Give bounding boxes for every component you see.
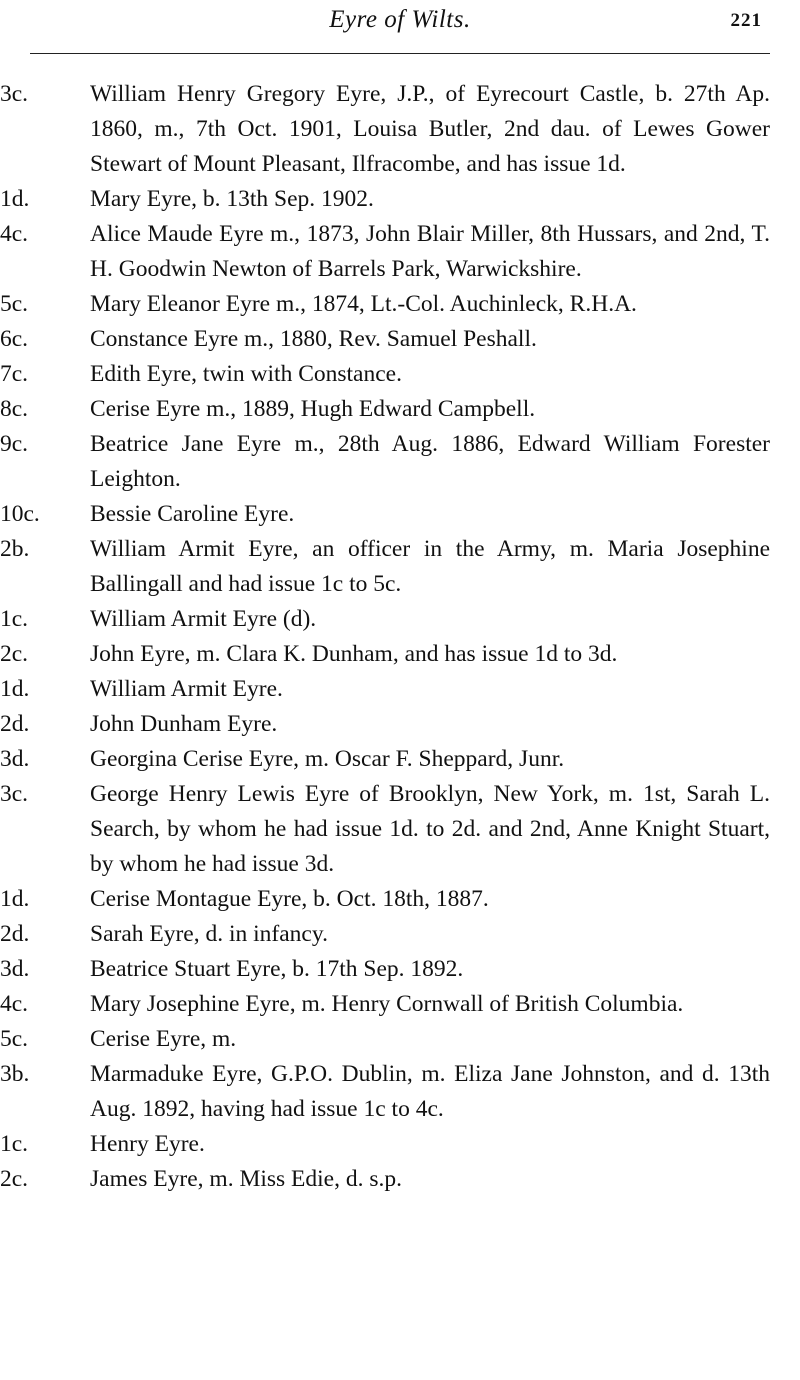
- genealogy-entry: [0, 427, 800, 497]
- entry-number: 3c.: [0, 781, 29, 807]
- genealogy-entry: [0, 917, 800, 952]
- entry-number: 1d.: [0, 886, 30, 912]
- entry-number: 7c.: [0, 361, 29, 387]
- genealogy-entry: [0, 357, 800, 392]
- entry-text: Marmaduke Eyre, G.P.O. Dublin, m. Eliza Jane Johnston, and d. 13th Aug. 1892, having had issue 1c to 4c.: [90, 1061, 770, 1122]
- genealogy-entry: [0, 497, 800, 532]
- entry-text: Bessie Caroline Eyre.: [90, 501, 295, 527]
- genealogy-entry: [0, 987, 800, 1022]
- running-head: [0, 0, 800, 60]
- entry-text: Alice Maude Eyre m., 1873, John Blair Miller, 8th Hussars, and 2nd, T. H. Goodwin Newton of Barrels Park, Warwickshire.: [90, 221, 770, 282]
- entry-number: 5c.: [0, 1026, 29, 1052]
- entry-text: William Henry Gregory Eyre, J.P., of Eyrecourt Castle, b. 27th Ap. 1860, m., 7th Oct. 1901, Louisa Butler, 2nd dau. of Lewes Gower Stewart of Mount Pleasant, Ilfracombe, and has issue 1d.: [90, 81, 770, 177]
- entry-text: Mary Eleanor Eyre m., 1874, Lt.-Col. Auchinleck, R.H.A.: [90, 291, 637, 317]
- entry-number: 3d.: [0, 746, 30, 772]
- genealogy-entry: [0, 882, 800, 917]
- entry-number: 3d.: [0, 956, 30, 982]
- genealogy-entry: [0, 637, 800, 672]
- entry-text: John Dunham Eyre.: [90, 711, 278, 737]
- entry-text: George Henry Lewis Eyre of Brooklyn, New York, m. 1st, Sarah L. Search, by whom he had issue 1d. to 2d. and 2nd, Anne Knight Stuart, by whom he had issue 3d.: [90, 781, 770, 877]
- entry-number: 1d.: [0, 676, 30, 702]
- genealogy-entry: [0, 1057, 800, 1127]
- genealogy-entry: [0, 287, 800, 322]
- entry-text: Beatrice Jane Eyre m., 28th Aug. 1886, Edward William Forester Leighton.: [90, 431, 770, 492]
- entry-number: 2d.: [0, 921, 30, 947]
- genealogy-entry: [0, 742, 800, 777]
- entry-text: Constance Eyre m., 1880, Rev. Samuel Peshall.: [90, 326, 537, 352]
- genealogy-entry: [0, 182, 800, 217]
- entry-number: 1d.: [0, 186, 30, 212]
- entry-number: 4c.: [0, 221, 29, 247]
- entry-number: 3c.: [0, 81, 29, 107]
- genealogy-entries: [0, 77, 800, 1197]
- genealogy-entry: [0, 532, 800, 602]
- entry-number: 2b.: [0, 536, 30, 562]
- genealogy-entry: [0, 322, 800, 357]
- entry-text: Mary Eyre, b. 13th Sep. 1902.: [90, 186, 374, 212]
- genealogy-entry: [0, 217, 800, 287]
- entry-text: Cerise Eyre, m.: [90, 1026, 237, 1052]
- page-number: 221: [730, 10, 762, 31]
- entry-number: 9c.: [0, 431, 29, 457]
- genealogy-entry: [0, 777, 800, 882]
- entry-text: Georgina Cerise Eyre, m. Oscar F. Sheppard, Junr.: [90, 746, 565, 772]
- entry-number: 4c.: [0, 991, 29, 1017]
- entry-text: Cerise Montague Eyre, b. Oct. 18th, 1887.: [90, 886, 489, 912]
- entry-number: 2d.: [0, 711, 30, 737]
- genealogy-entry: [0, 1127, 800, 1162]
- entry-text: William Armit Eyre (d).: [90, 606, 317, 632]
- genealogy-entry: [0, 77, 800, 182]
- entry-text: Mary Josephine Eyre, m. Henry Cornwall of British Columbia.: [90, 991, 684, 1017]
- entry-text: John Eyre, m. Clara K. Dunham, and has issue 1d to 3d.: [90, 641, 618, 667]
- entry-text: James Eyre, m. Miss Edie, d. s.p.: [90, 1166, 402, 1192]
- entry-text: William Armit Eyre.: [90, 676, 283, 702]
- entry-number: 6c.: [0, 326, 29, 352]
- entry-number: 5c.: [0, 291, 29, 317]
- genealogy-entry: [0, 602, 800, 637]
- genealogy-entry: [0, 1022, 800, 1057]
- entry-text: Cerise Eyre m., 1889, Hugh Edward Campbell.: [90, 396, 536, 422]
- entry-number: 1c.: [0, 1131, 29, 1157]
- entry-number: 1c.: [0, 606, 29, 632]
- entry-number: 2c.: [0, 641, 29, 667]
- entry-text: Beatrice Stuart Eyre, b. 17th Sep. 1892.: [90, 956, 464, 982]
- entry-text: Edith Eyre, twin with Constance.: [90, 361, 402, 387]
- entry-number: 10c.: [0, 501, 40, 527]
- genealogy-entry: [0, 672, 800, 707]
- entry-text: Sarah Eyre, d. in infancy.: [90, 921, 328, 947]
- running-title: Eyre of Wilts.: [329, 6, 471, 33]
- genealogy-entry: [0, 392, 800, 427]
- genealogy-entry: [0, 952, 800, 987]
- genealogy-entry: [0, 707, 800, 742]
- entry-text: William Armit Eyre, an officer in the Army, m. Maria Josephine Ballingall and had issue 1c to 5c.: [90, 536, 770, 597]
- entry-number: 3b.: [0, 1061, 30, 1087]
- entry-number: 2c.: [0, 1166, 29, 1192]
- header-rule: [30, 53, 770, 54]
- entry-text: Henry Eyre.: [90, 1131, 205, 1157]
- entry-number: 8c.: [0, 396, 29, 422]
- genealogy-entry: [0, 1162, 800, 1197]
